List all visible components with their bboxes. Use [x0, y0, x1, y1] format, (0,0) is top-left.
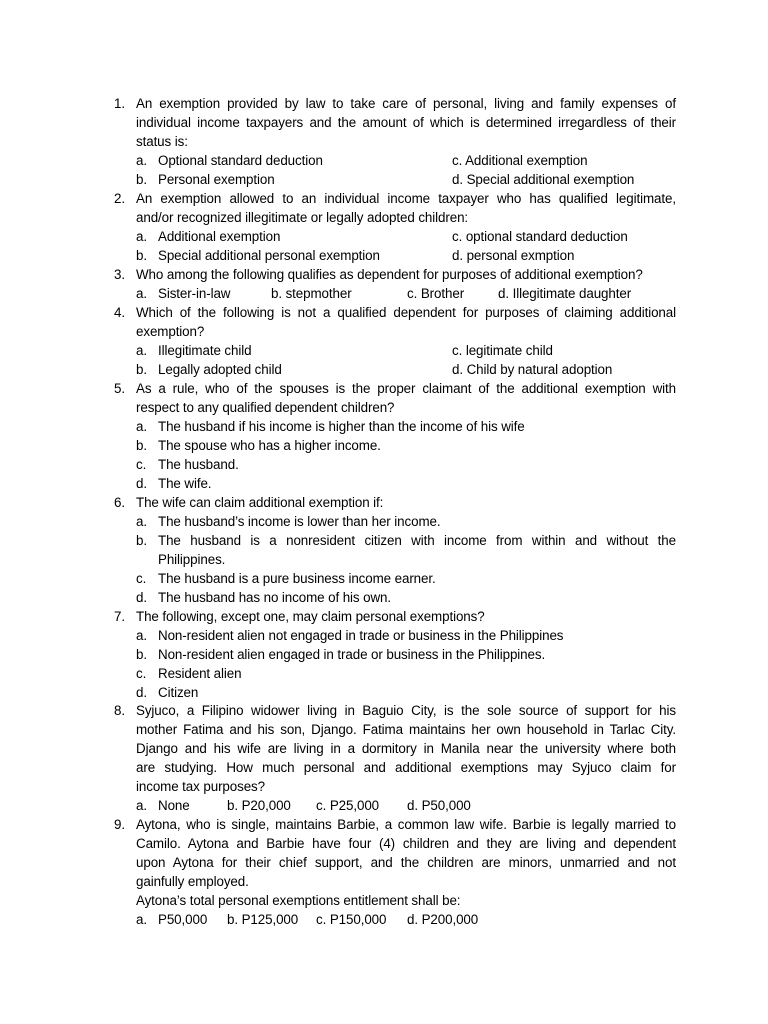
option-text: The husband if his income is higher than the income of his wife — [158, 419, 525, 434]
option-text: Legally adopted child — [158, 362, 282, 377]
option-text: b. stepmother — [271, 286, 352, 301]
option-text: The spouse who has a higher income. — [158, 438, 381, 453]
option-text: P50,000 — [158, 912, 208, 927]
question-stem: Camilo. Aytona and Barbie have four (4) children and they are living and dependent — [136, 836, 676, 851]
question-stem: As a rule, who of the spouses is the proper claimant of the additional exemption with — [136, 381, 676, 396]
question-number: 2. — [114, 191, 125, 206]
option-text: None — [158, 798, 190, 813]
option-letter: b. — [136, 362, 147, 377]
option-letter: b. — [136, 172, 147, 187]
option-text: Optional standard deduction — [158, 153, 323, 168]
option-text: Additional exemption — [158, 229, 281, 244]
option-letter: b. — [136, 248, 147, 263]
question-stem: Aytona’s total personal exemptions entitlement shall be: — [136, 893, 461, 908]
option-letter: a. — [136, 286, 147, 301]
question-stem: income tax purposes? — [136, 779, 266, 794]
option-letter: a. — [136, 798, 147, 813]
option-text: The husband is a pure business income earner. — [158, 571, 436, 586]
option-text: d. Special additional exemption — [452, 172, 635, 187]
option-letter: b. — [136, 438, 147, 453]
option-text: c. Brother — [407, 286, 465, 301]
question-number: 1. — [114, 96, 125, 111]
question-number: 5. — [114, 381, 125, 396]
option-letter: b. — [136, 533, 147, 548]
option-text: Illegitimate child — [158, 343, 252, 358]
question-number: 9. — [114, 817, 125, 832]
option-text: c. legitimate child — [452, 343, 553, 358]
option-letter: a. — [136, 419, 147, 434]
option-text: c. Additional exemption — [452, 153, 588, 168]
question-number: 7. — [114, 609, 125, 624]
option-letter: c. — [136, 571, 147, 586]
option-text: The husband. — [158, 457, 239, 472]
option-letter: c. — [136, 666, 147, 681]
question-stem: mother Fatima and his son, Django. Fatima maintains her own household in Tarlac City. — [136, 722, 676, 737]
option-letter: d. — [136, 476, 147, 491]
question-number: 3. — [114, 267, 125, 282]
option-text: c. optional standard deduction — [452, 229, 628, 244]
option-text: Philippines. — [158, 552, 226, 567]
option-text: Non-resident alien not engaged in trade or business in the Philippines — [158, 628, 564, 643]
option-text: b. P20,000 — [227, 798, 291, 813]
option-letter: a. — [136, 628, 147, 643]
question-stem: Aytona, who is single, maintains Barbie, a common law wife. Barbie is legally married to — [136, 817, 676, 832]
option-letter: d. — [136, 590, 147, 605]
option-letter: b. — [136, 647, 147, 662]
question-stem: and/or recognized illegitimate or legally adopted children: — [136, 210, 469, 225]
option-text: Sister-in-law — [158, 286, 231, 301]
question-stem: Django and his wife are living in a dormitory in Manila near the university where both — [136, 741, 676, 756]
question-stem: upon Aytona for their chief support, and the children are minors, unmarried and not — [136, 855, 676, 870]
option-text: d. P50,000 — [407, 798, 471, 813]
option-letter: a. — [136, 912, 147, 927]
question-number: 6. — [114, 495, 125, 510]
option-text: Personal exemption — [158, 172, 275, 187]
option-text: Citizen — [158, 685, 199, 700]
question-stem: status is: — [136, 134, 188, 149]
question-stem: respect to any qualified dependent children? — [136, 400, 395, 415]
question-stem: individual income taxpayers and the amount of which is determined irregardless of their — [136, 115, 676, 130]
option-text: The wife. — [158, 476, 212, 491]
option-letter: a. — [136, 229, 147, 244]
question-number: 8. — [114, 703, 125, 718]
option-text: Special additional personal exemption — [158, 248, 380, 263]
option-text: d. Child by natural adoption — [452, 362, 613, 377]
option-text: d. personal exmption — [452, 248, 575, 263]
question-stem: exemption? — [136, 324, 205, 339]
option-text: The husband is a nonresident citizen with income from within and without the — [158, 533, 676, 548]
question-stem: The following, except one, may claim personal exemptions? — [136, 609, 485, 624]
question-stem: The wife can claim additional exemption if: — [136, 495, 384, 510]
option-letter: a. — [136, 514, 147, 529]
option-letter: a. — [136, 153, 147, 168]
option-letter: a. — [136, 343, 147, 358]
option-text: Non-resident alien engaged in trade or business in the Philippines. — [158, 647, 546, 662]
option-text: The husband has no income of his own. — [158, 590, 392, 605]
option-letter: d. — [136, 685, 147, 700]
question-stem: are studying. How much personal and additional exemptions may Syjuco claim for — [136, 760, 676, 775]
option-text: The husband’s income is lower than her income. — [158, 514, 441, 529]
question-stem: gainfully employed. — [136, 874, 249, 889]
question-stem: Syjuco, a Filipino widower living in Baguio City, is the sole source of support for his — [136, 703, 676, 718]
option-text: Resident alien — [158, 666, 242, 681]
option-text: d. Illegitimate daughter — [498, 286, 632, 301]
question-stem: An exemption provided by law to take care of personal, living and family expenses of — [136, 96, 676, 111]
question-stem: An exemption allowed to an individual income taxpayer who has qualified legitimate, — [136, 191, 676, 206]
option-letter: c. — [136, 457, 147, 472]
option-text: d. P200,000 — [407, 912, 479, 927]
option-text: c. P150,000 — [316, 912, 387, 927]
option-text: c. P25,000 — [316, 798, 380, 813]
question-number: 4. — [114, 305, 125, 320]
question-stem: Who among the following qualifies as dependent for purposes of additional exemption? — [136, 267, 643, 282]
question-stem: Which of the following is not a qualified dependent for purposes of claiming additional — [136, 305, 676, 320]
option-text: b. P125,000 — [227, 912, 299, 927]
